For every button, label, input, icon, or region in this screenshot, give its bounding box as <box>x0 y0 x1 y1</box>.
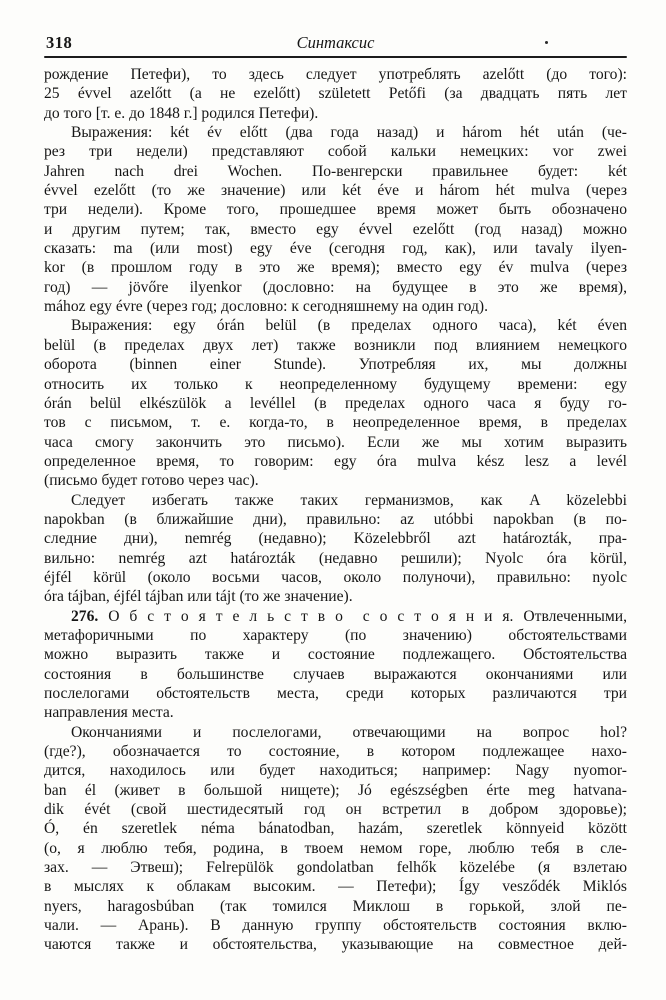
section-lead: Отвлеченными, <box>513 607 627 625</box>
text-line: belül (в пределах двух лет) также возникли под влиянием немецкого <box>44 336 627 354</box>
text-line: в мыслях к облакам высоким. — Петефи); Így vesződék Miklós <box>44 878 627 896</box>
text-line: évvel ezelőtt (то же значение) или két éve и három hét mulva (через <box>44 182 627 200</box>
text-line: зах. — Этвеш); Felrepülök gondolatban felhők közelébe (я взлетаю <box>44 859 627 877</box>
text-line: рождение Петефи), то здесь следует употреблять azelőtt (до того): <box>44 66 627 83</box>
text-line: тов с письмом, т. е. когда-то, в неопределенное время, в пределах <box>44 414 627 432</box>
text-line: kor (в прошлом году в это же время); вместо egy év mulva (через <box>44 259 627 277</box>
text-line: направления места. <box>44 704 174 722</box>
text-line: состояния в большинстве случаев выражаются окончаниями или <box>44 665 627 683</box>
text-line <box>44 607 627 626</box>
text-line: éjfél körül (около восьми часов, около полуночи), правильно: nyolc <box>44 568 627 586</box>
text-line: дится, находилось или будет находиться; например: Nagy nyomor- <box>44 762 627 780</box>
text-line: чаются также и обстоятельства, указывающие на совместное дей- <box>44 936 627 954</box>
text-line: dik évét (свой шестидесятый год он встретил в добром здоровье); <box>44 801 627 819</box>
text-line: (письмо будет готово через час). <box>44 472 259 490</box>
text-line: (о, я люблю тебя, родина, в твоем немом горе, люблю тебя в сле- <box>44 839 627 857</box>
running-title: Синтаксис <box>296 33 375 52</box>
text-line: вильно: nemrég azt határozták (недавно решили); Nyolc óra körül, <box>44 549 627 567</box>
page-number: 318 <box>46 33 73 52</box>
text-line: mához egy évre (через год; дословно: к сегодняшнему на один год). <box>44 298 488 316</box>
text-line: 25 évvel azelőtt (а не ezelőtt) született Petőfi (за двадцать пять лет <box>44 85 627 103</box>
text-line: nyers, haragosbúban (так томился Миклош в горькой, злой пе- <box>44 897 627 915</box>
text-line: следние дни), nemrég (недавно); Közelebbről azt határozták, пра- <box>44 530 627 548</box>
text-line: (где?), обозначается то состояние, в котором подлежащее нахо- <box>44 743 627 761</box>
text-line: Jahren nach drei Wochen. По-венгерски правильнее будет: két <box>44 162 627 180</box>
page-header <box>44 33 627 53</box>
scan-speck <box>545 41 548 44</box>
text-line: napokban (в ближайшие дни), правильно: az utóbbi napokban (в по- <box>44 510 627 528</box>
text-line: часа смогу закончить это письмо). Если же мы хотим выразить <box>44 433 627 451</box>
text-line: Выражения: két év előtt (два года назад) и három hét után (че- <box>71 124 627 142</box>
text-line: Окончаниями и послелогами, отвечающими на вопрос hol? <box>71 723 627 741</box>
text-line: и другим путем; так, вместо egy évvel ezelőtt (год назад) можно <box>44 220 627 238</box>
section-title-spaced: О б с т о я т е л ь с т в о с о с т о я н и я. <box>108 607 514 625</box>
text-line: определенное время, то говорим: egy óra mulva kész lesz a levél <box>44 452 627 470</box>
text-line: óra tájban, éjfél tájban или tájt (то же значение). <box>44 588 353 606</box>
text-line: до того [т. е. до 1848 г.] родился Петефи). <box>44 104 319 122</box>
text-line: Следует избегать также таких германизмов, как A közelebbi <box>71 491 627 509</box>
text-line: можно выразить также и состояние подлежащего. Обстоятельства <box>44 646 627 664</box>
text-line: год) — jövőre ilyenkor (дословно: на будущее в это же время), <box>44 278 627 296</box>
text-line: рез три недели) представляют собой кальки немецких: vor zwei <box>44 143 627 161</box>
text-line: сказать: ma (или most) egy éve (сегодня год, как), или tavaly ilyen- <box>44 240 627 258</box>
text-line: Ó, én szeretlek néma bánatodban, hazám, szeretlek könnyeid között <box>44 820 627 838</box>
text-line: относить их только к неопределенному будущему времени: egy <box>44 375 627 393</box>
text-line: órán belül elkészülök a levéllel (в пределах одного часа я буду го- <box>44 394 627 412</box>
text-line: три недели). Кроме того, прошедшее время может быть обозначено <box>44 201 627 219</box>
text-line: Выражения: egy órán belül (в пределах одного часа), két éven <box>71 317 627 335</box>
text-line: ban él (живет в большой нищете); Jó egészségben érte meg hatvana- <box>44 781 627 799</box>
page-body <box>44 65 627 955</box>
text-line: послелогами обстоятельств места, среди которых различаются три <box>44 685 627 702</box>
text-line: чали. — Арань). В данную группу обстоятельств состояния вклю- <box>44 917 627 935</box>
header-rule <box>44 56 627 58</box>
text-line: метафоричными по характеру (по значению) обстоятельствами <box>44 626 627 644</box>
section-number: 276. <box>71 607 109 625</box>
text-line: оборота (binnen einer Stunde). Употребляя их, мы должны <box>44 356 627 374</box>
